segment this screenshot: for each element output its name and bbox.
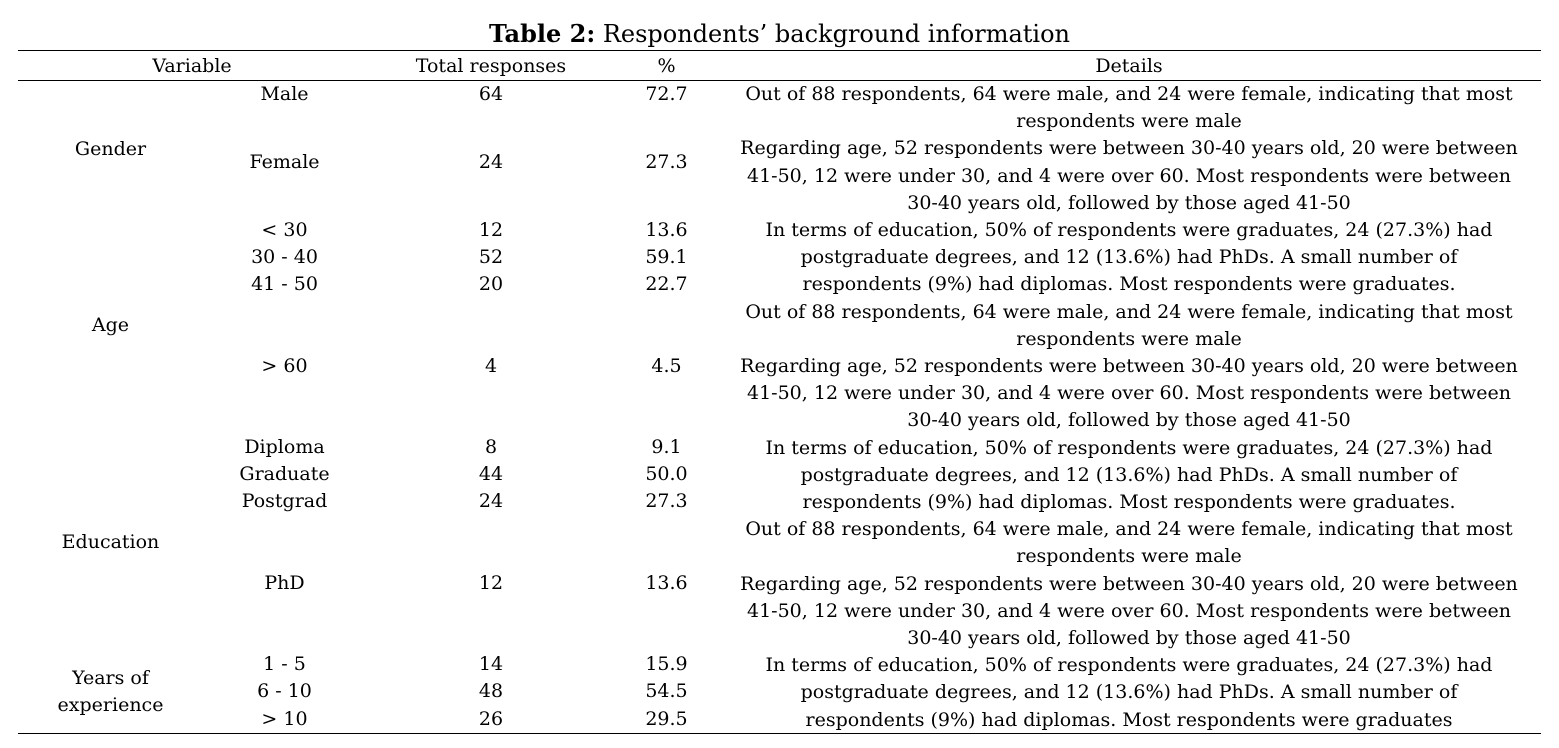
group-experience-line2: experience	[57, 694, 164, 716]
table-number: Table 2:	[488, 19, 596, 48]
top-rule	[18, 50, 1541, 51]
details-line: respondents (9%) had diplomas. Most respondents were graduates.	[802, 273, 1456, 296]
cell-category: Graduate	[239, 463, 330, 485]
cell-total: 12	[478, 219, 504, 241]
cell-category: > 60	[261, 355, 308, 377]
group-experience-line1: Years of	[72, 667, 149, 689]
details-line: respondents (9%) had diplomas. Most respondents were graduates.	[802, 491, 1456, 513]
cell-category: 1 - 5	[263, 653, 306, 675]
cell-percent: 4.5	[651, 355, 682, 377]
table-title: Respondents’ background information	[595, 20, 1070, 48]
details-line: postgraduate degrees, and 12 (13.6%) had PhDs. A small number of	[800, 681, 1458, 704]
details-line: Out of 88 respondents, 64 were male, and 24 were female, indicating that most	[745, 300, 1513, 323]
cell-category: Male	[260, 83, 309, 105]
cell-total: 26	[478, 708, 504, 730]
group-age: Age	[91, 314, 130, 336]
cell-category: PhD	[264, 572, 305, 594]
cell-total: 24	[478, 490, 504, 512]
cell-total: 20	[478, 273, 504, 295]
details-line: postgraduate degrees, and 12 (13.6%) had PhDs. A small number of	[800, 246, 1458, 269]
details-line: 41-50, 12 were under 30, and 4 were over 60. Most respondents were between	[747, 382, 1511, 405]
cell-total: 14	[478, 653, 504, 675]
cell-total: 8	[484, 436, 498, 458]
group-gender: Gender	[74, 138, 147, 160]
header-variable: Variable	[152, 55, 232, 77]
cell-percent: 27.3	[645, 151, 688, 173]
header-details: Details	[1095, 55, 1163, 77]
group-education: Education	[61, 531, 160, 553]
details-line: Regarding age, 52 respondents were between 30-40 years old, 20 were between	[740, 572, 1518, 595]
cell-category: Diploma	[244, 436, 325, 458]
details-line: respondents were male	[1016, 545, 1242, 568]
cell-percent: 27.3	[645, 490, 688, 512]
details-line: 41-50, 12 were under 30, and 4 were over 60. Most respondents were between	[747, 164, 1511, 187]
cell-percent: 54.5	[645, 680, 688, 702]
details-line: Out of 88 respondents, 64 were male, and 24 were female, indicating that most	[745, 83, 1513, 105]
cell-category: < 30	[261, 219, 308, 241]
cell-percent: 15.9	[645, 653, 688, 675]
cell-total: 4	[484, 355, 498, 377]
cell-total: 64	[478, 83, 504, 105]
cell-category: Postgrad	[241, 490, 328, 512]
cell-total: 48	[478, 680, 504, 702]
details-line: 30-40 years old, followed by those aged 41-50	[907, 409, 1351, 432]
details-line: postgraduate degrees, and 12 (13.6%) had PhDs. A small number of	[800, 463, 1458, 486]
details-line: respondents were male	[1016, 110, 1242, 133]
cell-percent: 50.0	[645, 463, 688, 485]
cell-total: 52	[478, 246, 504, 268]
details-line: In terms of education, 50% of respondents were graduates, 24 (27.3%) had	[765, 219, 1493, 241]
header-percent: %	[657, 55, 676, 77]
cell-percent: 22.7	[645, 273, 688, 295]
details-line: 41-50, 12 were under 30, and 4 were over 60. Most respondents were between	[747, 599, 1511, 622]
cell-percent: 29.5	[645, 708, 688, 730]
details-line: respondents (9%) had diplomas. Most respondents were graduates	[805, 708, 1453, 731]
cell-percent: 72.7	[645, 83, 688, 105]
header-total-responses: Total responses	[415, 55, 567, 77]
cell-category: > 10	[261, 708, 308, 730]
cell-category: 30 - 40	[251, 246, 318, 268]
cell-total: 12	[478, 572, 504, 594]
table-caption	[0, 18, 1559, 50]
details-line: respondents were male	[1016, 327, 1242, 350]
details-line: Regarding age, 52 respondents were between 30-40 years old, 20 were between	[740, 137, 1518, 160]
details-line: Regarding age, 52 respondents were between 30-40 years old, 20 were between	[740, 355, 1518, 377]
cell-percent: 9.1	[651, 436, 682, 458]
cell-total: 44	[478, 463, 504, 485]
cell-percent: 59.1	[645, 246, 688, 268]
cell-percent: 13.6	[645, 219, 688, 241]
cell-category: 41 - 50	[251, 273, 318, 295]
details-line: 30-40 years old, followed by those aged 41-50	[907, 191, 1351, 214]
details-line: Out of 88 respondents, 64 were male, and 24 were female, indicating that most	[745, 518, 1513, 541]
details-line: In terms of education, 50% of respondents were graduates, 24 (27.3%) had	[765, 654, 1493, 677]
cell-total: 24	[478, 151, 504, 173]
cell-percent: 13.6	[645, 572, 688, 594]
cell-category: 6 - 10	[257, 680, 312, 702]
details-line: 30-40 years old, followed by those aged 41-50	[907, 627, 1351, 649]
cell-category: Female	[249, 151, 320, 173]
details-line: In terms of education, 50% of respondents were graduates, 24 (27.3%) had	[765, 436, 1493, 459]
